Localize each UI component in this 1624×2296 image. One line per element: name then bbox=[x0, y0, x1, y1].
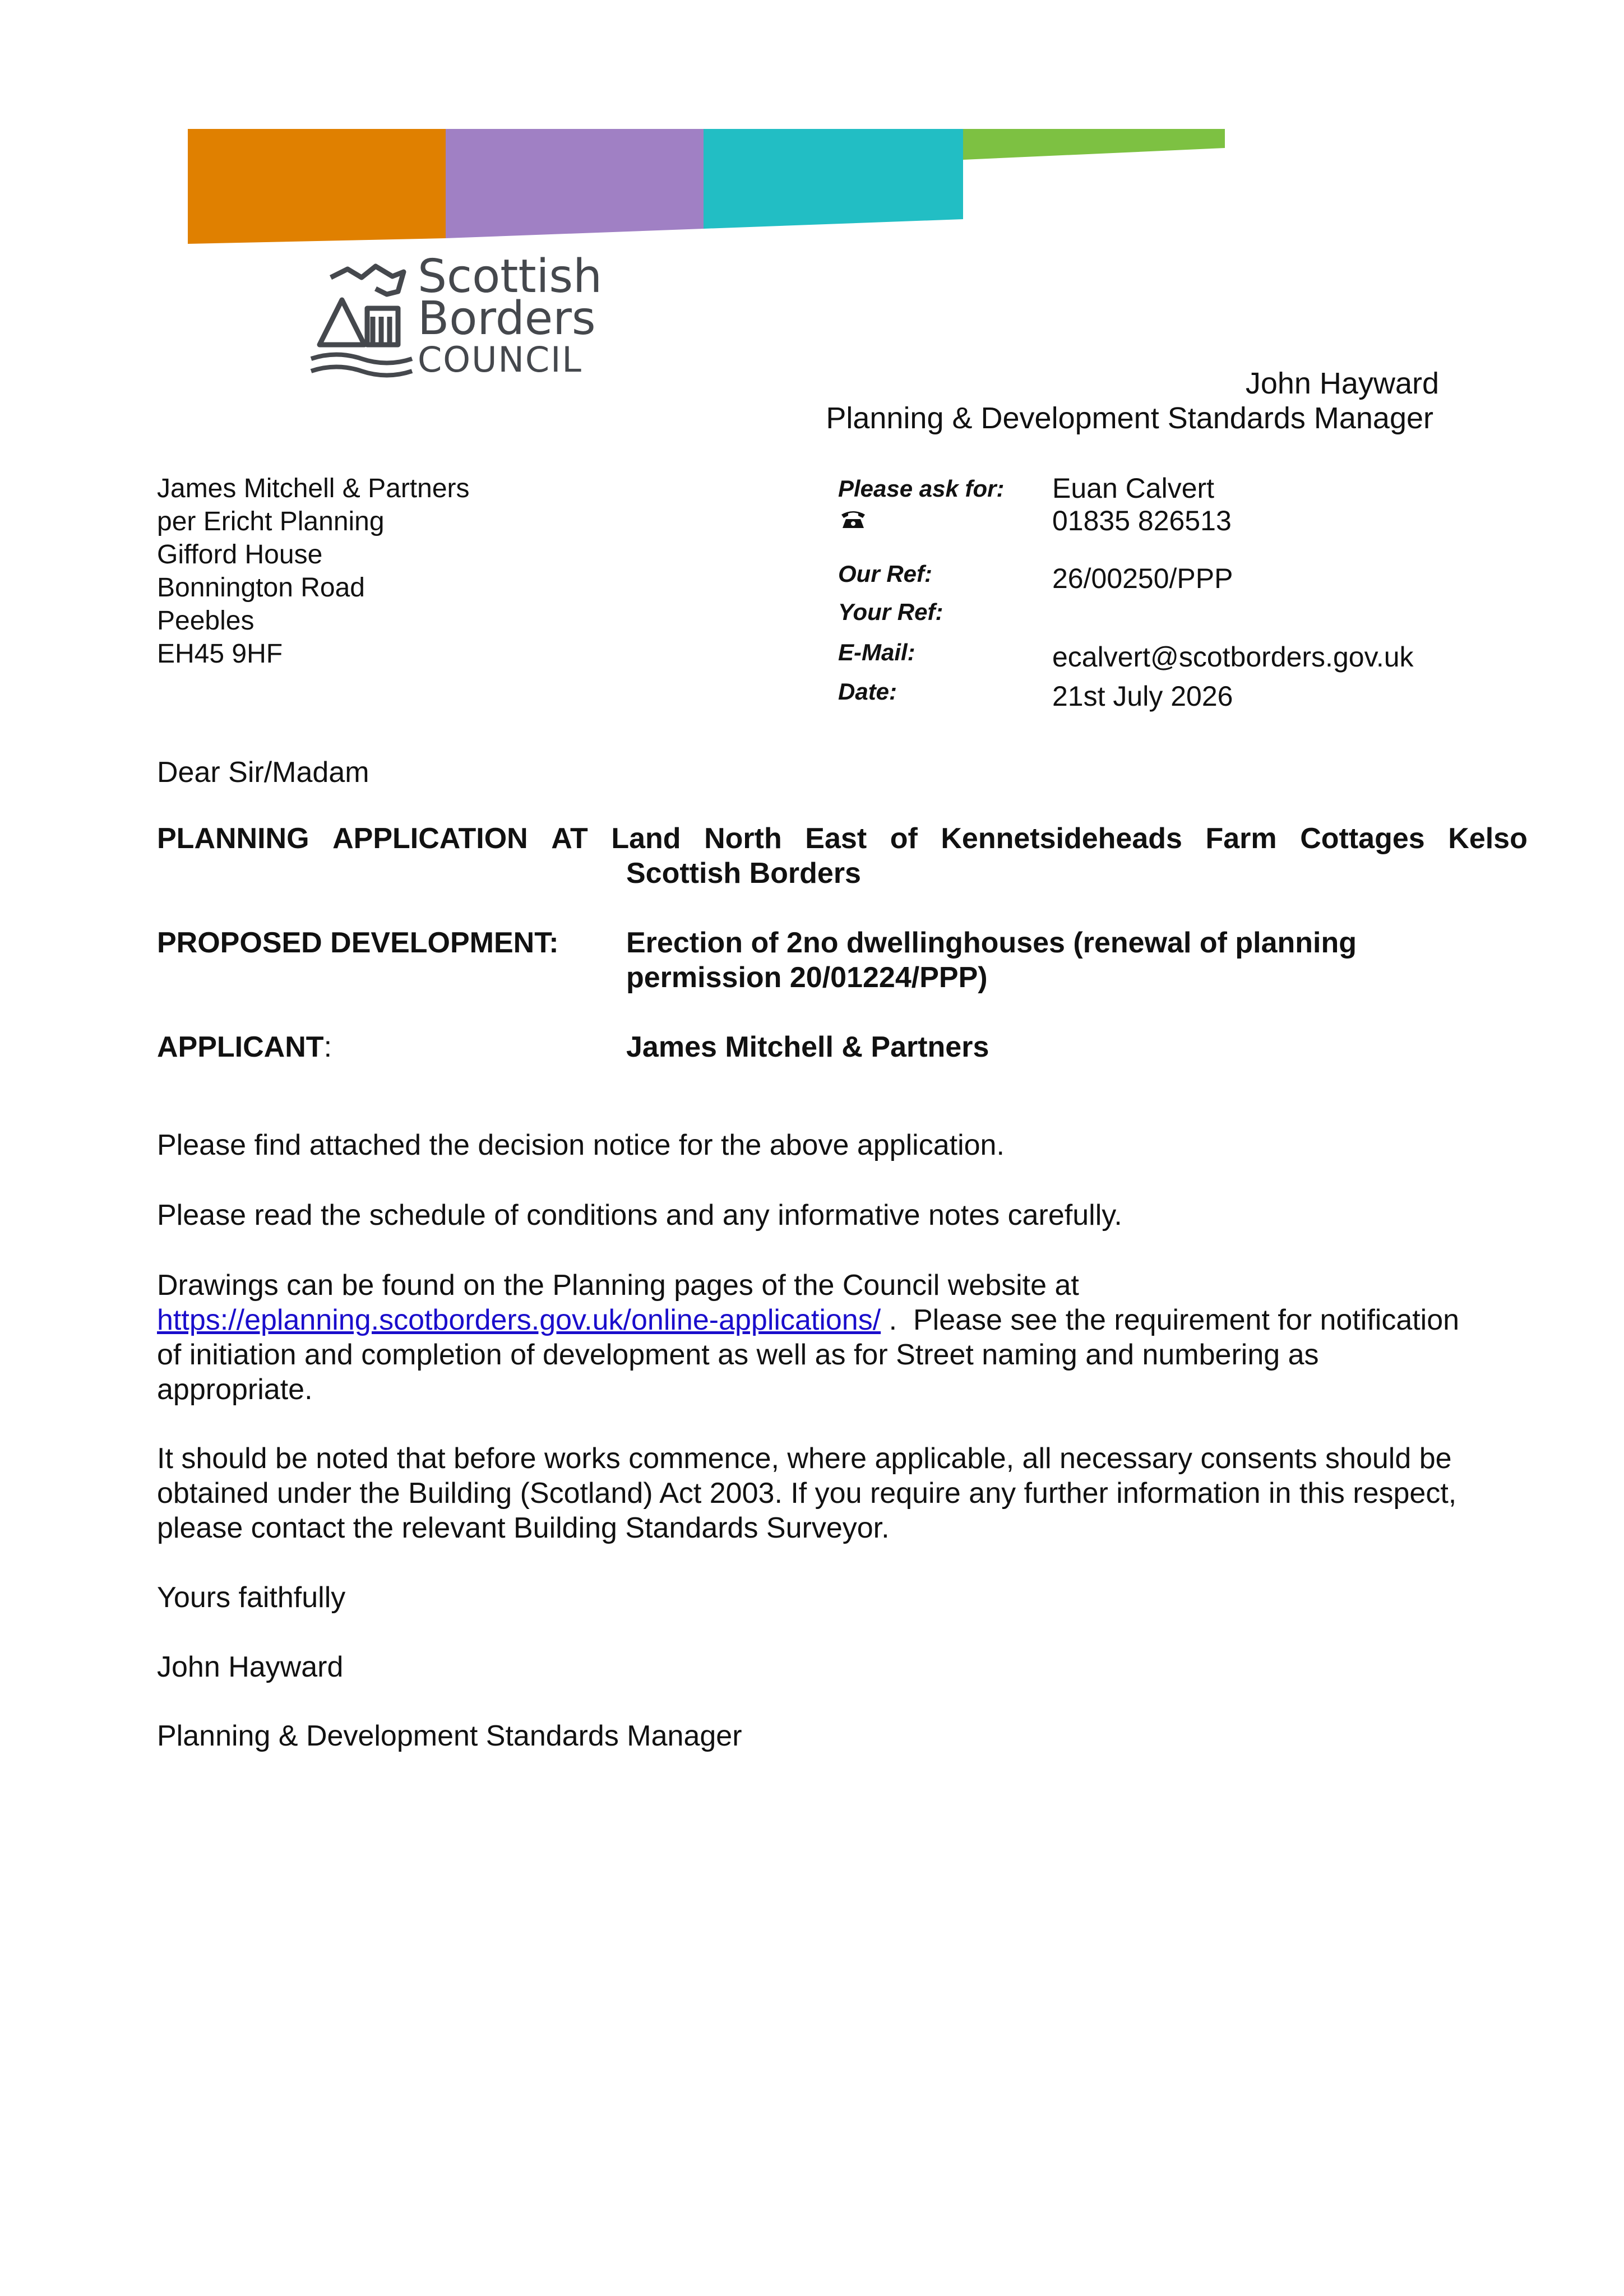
app-location-line2: Scottish Borders bbox=[626, 857, 861, 890]
paragraph-building-line3: please contact the relevant Building Standards Surveyor. bbox=[157, 1512, 890, 1544]
paragraph-read-conditions: Please read the schedule of conditions and any informative notes carefully. bbox=[157, 1199, 1122, 1232]
app-word: Farm bbox=[1205, 822, 1277, 855]
email-label: E-Mail: bbox=[838, 639, 915, 665]
app-word: of bbox=[890, 822, 918, 855]
paragraph-drawings-line4: appropriate. bbox=[157, 1373, 313, 1406]
ask-for-label: Please ask for: bbox=[838, 475, 1005, 502]
app-word: East bbox=[805, 822, 867, 855]
planning-application-heading bbox=[157, 821, 1528, 856]
app-word: Kennetsideheads bbox=[941, 822, 1182, 855]
recipient-address bbox=[157, 472, 470, 670]
logo-text-scottish: Scottish bbox=[418, 250, 603, 303]
link-trailing-text: . Please see the requirement for notification bbox=[881, 1304, 1460, 1336]
paragraph-drawings-line2 bbox=[157, 1303, 1459, 1337]
council-logo bbox=[308, 250, 603, 384]
app-word: North bbox=[704, 822, 782, 855]
proposed-development-line2: permission 20/01224/PPP) bbox=[626, 961, 988, 994]
band-teal bbox=[704, 129, 963, 229]
address-line: James Mitchell & Partners bbox=[157, 474, 470, 503]
date-label: Date: bbox=[838, 678, 897, 705]
logo-text-council: COUNCIL bbox=[418, 339, 582, 380]
app-word: Land bbox=[611, 822, 681, 855]
logo-color-band bbox=[185, 126, 1228, 249]
closing: Yours faithfully bbox=[157, 1581, 346, 1614]
app-word: Cottages bbox=[1300, 822, 1425, 855]
phone-number: 01835 826513 bbox=[1052, 505, 1232, 536]
app-label-word: PLANNING bbox=[157, 822, 309, 855]
band-orange bbox=[188, 129, 446, 244]
proposed-development-line1: Erection of 2no dwellinghouses (renewal of planning bbox=[626, 927, 1357, 959]
date-value: 21st July 2026 bbox=[1052, 681, 1233, 712]
app-word: Kelso bbox=[1448, 822, 1528, 855]
logo-text-borders: Borders bbox=[418, 292, 596, 345]
sender-name: John Hayward bbox=[1245, 367, 1439, 400]
our-ref-label: Our Ref: bbox=[838, 561, 932, 587]
applicant-value: James Mitchell & Partners bbox=[626, 1031, 989, 1063]
band-green bbox=[963, 129, 1225, 160]
telephone-icon bbox=[839, 508, 867, 530]
app-label-word: AT bbox=[551, 822, 588, 855]
proposed-development-label: PROPOSED DEVELOPMENT: bbox=[157, 927, 559, 959]
app-label-word: APPLICATION bbox=[332, 822, 528, 855]
address-line: Gifford House bbox=[157, 540, 323, 570]
address-line: EH45 9HF bbox=[157, 639, 283, 669]
applicant-colon: : bbox=[323, 1031, 332, 1063]
signature-name: John Hayward bbox=[157, 1651, 344, 1683]
ask-for-name: Euan Calvert bbox=[1052, 473, 1215, 504]
applicant-label-row bbox=[157, 1030, 332, 1064]
paragraph-drawings-line1: Drawings can be found on the Planning pages of the Council website at bbox=[157, 1269, 1079, 1302]
band-purple bbox=[446, 129, 704, 238]
address-line: Bonnington Road bbox=[157, 573, 365, 603]
address-line: per Ericht Planning bbox=[157, 507, 385, 536]
our-ref-value: 26/00250/PPP bbox=[1052, 563, 1233, 594]
sender-title: Planning & Development Standards Manager bbox=[826, 401, 1433, 435]
applicant-label: APPLICANT bbox=[157, 1031, 324, 1063]
paragraph-drawings-line3: of initiation and completion of development as well as for Street naming and numbering as bbox=[157, 1339, 1319, 1371]
salutation: Dear Sir/Madam bbox=[157, 756, 369, 789]
crest-icon bbox=[308, 261, 415, 384]
signature-title: Planning & Development Standards Manager bbox=[157, 1720, 742, 1752]
eplanning-link[interactable]: https://eplanning.scotborders.gov.uk/online-applications/ bbox=[157, 1304, 881, 1336]
your-ref-label: Your Ref: bbox=[838, 599, 943, 625]
paragraph-building-line1: It should be noted that before works commence, where applicable, all necessary consents should be bbox=[157, 1442, 1452, 1475]
paragraph-building-line2: obtained under the Building (Scotland) Act 2003. If you require any further information in this respect, bbox=[157, 1477, 1457, 1510]
paragraph-decision-notice: Please find attached the decision notice for the above application. bbox=[157, 1129, 1005, 1161]
address-line: Peebles bbox=[157, 606, 255, 636]
email-value: ecalvert@scotborders.gov.uk bbox=[1052, 641, 1414, 673]
